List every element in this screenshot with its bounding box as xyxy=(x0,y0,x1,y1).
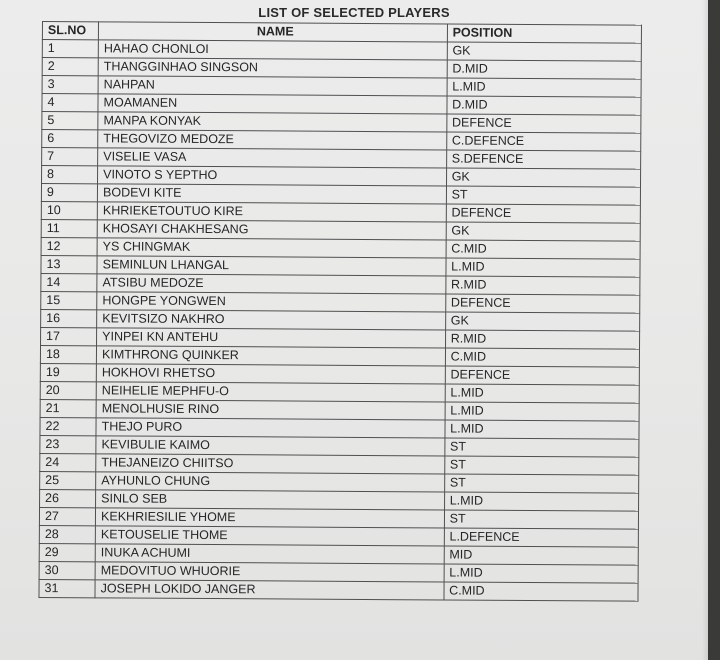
sl-cell: 2 xyxy=(42,58,98,76)
players-table-body xyxy=(39,40,641,602)
paper-edge-shadow xyxy=(702,0,708,660)
sl-cell: 26 xyxy=(40,489,96,507)
position-cell: ST xyxy=(446,186,640,205)
sl-cell: 5 xyxy=(42,112,98,130)
name-cell: HAHAO CHONLOI xyxy=(98,40,447,60)
position-cell: ST xyxy=(444,474,638,493)
sl-cell: 16 xyxy=(41,309,97,327)
name-cell: NAHPAN xyxy=(98,76,447,96)
sl-cell: 24 xyxy=(40,453,96,471)
position-cell: DEFENCE xyxy=(445,366,639,385)
sl-cell: 14 xyxy=(41,273,97,291)
position-cell: MID xyxy=(444,546,638,565)
name-cell: INUKA ACHUMI xyxy=(95,544,444,564)
sl-cell: 10 xyxy=(41,201,97,219)
name-cell: KEVITSIZO NAKHRO xyxy=(97,310,446,330)
header-position: POSITION xyxy=(447,24,641,43)
position-cell: DEFENCE xyxy=(446,204,640,223)
header-sl-no: SL.NO xyxy=(42,22,98,40)
name-cell: KHOSAYI CHAKHESANG xyxy=(97,220,446,240)
name-cell: KEVIBULIE KAIMO xyxy=(96,436,445,456)
name-cell: JOSEPH LOKIDO JANGER xyxy=(95,580,444,600)
sl-cell: 27 xyxy=(39,507,95,525)
position-cell: C.MID xyxy=(444,582,638,601)
name-cell: AYHUNLO CHUNG xyxy=(96,472,445,492)
position-cell: ST xyxy=(445,438,639,457)
name-cell: MANPA KONYAK xyxy=(98,112,447,132)
position-cell: GK xyxy=(446,168,640,187)
sl-cell: 22 xyxy=(40,417,96,435)
name-cell: SINLO SEB xyxy=(96,490,445,510)
sl-cell: 20 xyxy=(40,381,96,399)
position-cell: ST xyxy=(444,510,638,529)
name-cell: HONGPE YONGWEN xyxy=(97,292,446,312)
sl-cell: 21 xyxy=(40,399,96,417)
sl-cell: 17 xyxy=(41,327,97,345)
name-cell: MEDOVITUO WHUORIE xyxy=(95,562,444,582)
sl-cell: 8 xyxy=(42,166,98,184)
name-cell: KIMTHRONG QUINKER xyxy=(96,346,445,366)
sl-cell: 9 xyxy=(41,184,97,202)
name-cell: ATSIBU MEDOZE xyxy=(97,274,446,294)
name-cell: NEIHELIE MEPHFU-O xyxy=(96,382,445,402)
position-cell: C.MID xyxy=(445,348,639,367)
position-cell: L.MID xyxy=(444,564,638,583)
position-cell: DEFENCE xyxy=(446,114,640,133)
sl-cell: 19 xyxy=(40,363,96,381)
sl-cell: 25 xyxy=(40,471,96,489)
position-cell: C.MID xyxy=(446,240,640,259)
position-cell: D.MID xyxy=(447,96,641,115)
sl-cell: 15 xyxy=(41,291,97,309)
name-cell: KETOUSELIE THOME xyxy=(95,526,444,546)
name-cell: THANGGINHAO SINGSON xyxy=(98,58,447,78)
position-cell: ST xyxy=(444,456,638,475)
sl-cell: 7 xyxy=(42,148,98,166)
sl-cell: 3 xyxy=(42,76,98,94)
position-cell: L.MID xyxy=(445,384,639,403)
sl-cell: 29 xyxy=(39,543,95,561)
name-cell: MOAMANEN xyxy=(98,94,447,114)
table-row xyxy=(39,579,638,601)
sl-cell: 13 xyxy=(41,255,97,273)
sl-cell: 4 xyxy=(42,94,98,112)
position-cell: DEFENCE xyxy=(445,294,639,313)
name-cell: HOKHOVI RHETSO xyxy=(96,364,445,384)
position-cell: GK xyxy=(445,312,639,331)
name-cell: MENOLHUSIE RINO xyxy=(96,400,445,420)
name-cell: THEGOVIZO MEDOZE xyxy=(98,130,447,150)
name-cell: BODEVI KITE xyxy=(97,184,446,204)
sl-cell: 1 xyxy=(42,40,98,58)
sl-cell: 12 xyxy=(41,237,97,255)
position-cell: R.MID xyxy=(445,330,639,349)
name-cell: THEJANEIZO CHIITSO xyxy=(96,454,445,474)
header-name: NAME xyxy=(98,22,447,42)
position-cell: L.MID xyxy=(445,420,639,439)
position-cell: C.DEFENCE xyxy=(446,132,640,151)
position-cell: L.MID xyxy=(446,258,640,277)
sl-cell: 30 xyxy=(39,561,95,579)
name-cell: KEKHRIESILIE YHOME xyxy=(95,508,444,528)
sl-cell: 31 xyxy=(39,579,95,597)
position-cell: L.MID xyxy=(445,402,639,421)
sl-cell: 28 xyxy=(39,525,95,543)
sl-cell: 6 xyxy=(42,130,98,148)
position-cell: GK xyxy=(447,42,641,61)
position-cell: D.MID xyxy=(447,60,641,79)
name-cell: YINPEI KN ANTEHU xyxy=(97,328,446,348)
sl-cell: 18 xyxy=(40,345,96,363)
document-title: LIST OF SELECTED PLAYERS xyxy=(258,5,450,20)
position-cell: L.MID xyxy=(447,78,641,97)
name-cell: VISELIE VASA xyxy=(98,148,447,168)
sl-cell: 11 xyxy=(41,219,97,237)
players-table xyxy=(38,21,642,602)
position-cell: GK xyxy=(446,222,640,241)
name-cell: KHRIEKETOUTUO KIRE xyxy=(97,202,446,222)
position-cell: R.MID xyxy=(445,276,639,295)
position-cell: S.DEFENCE xyxy=(446,150,640,169)
name-cell: SEMINLUN LHANGAL xyxy=(97,256,446,276)
position-cell: L.DEFENCE xyxy=(444,528,638,547)
name-cell: YS CHINGMAK xyxy=(97,238,446,258)
sl-cell: 23 xyxy=(40,435,96,453)
name-cell: VINOTO S YEPTHO xyxy=(98,166,447,186)
name-cell: THEJO PURO xyxy=(96,418,445,438)
position-cell: L.MID xyxy=(444,492,638,511)
